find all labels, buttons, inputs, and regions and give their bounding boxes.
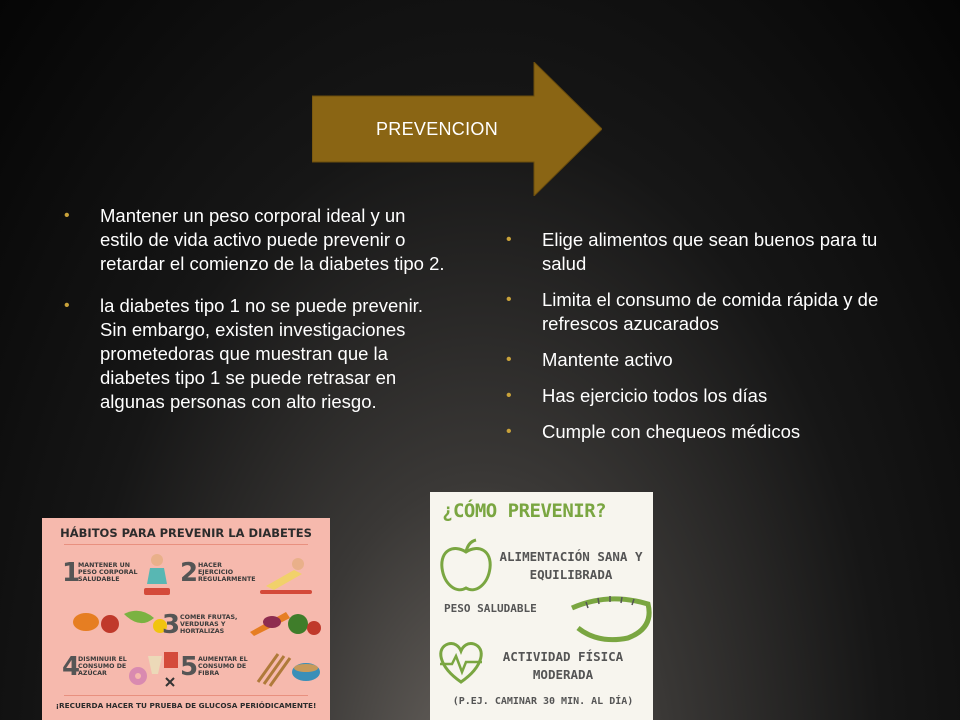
habit-text: DISMINUIR EL CONSUMO DE AZÚCAR <box>78 656 127 677</box>
habits-footer: ¡RECUERDA HACER TU PRUEBA DE GLUCOSA PERIÓDICAMENTE! <box>55 701 317 710</box>
list-item <box>506 228 896 276</box>
bullet-icon: • <box>506 351 512 368</box>
bullet-text: Cumple con chequeos médicos <box>542 421 801 442</box>
bullet-icon: • <box>506 423 512 440</box>
habit-number: 4 <box>62 652 81 682</box>
sweets-icon <box>128 646 182 690</box>
list-item <box>506 288 896 336</box>
bullet-icon: • <box>64 207 70 224</box>
measuring-tape-icon <box>568 588 653 644</box>
list-item <box>506 384 896 408</box>
bullet-icon: • <box>506 231 512 248</box>
bullet-icon: • <box>506 387 512 404</box>
habit-text: MANTENER UN PESO CORPORAL SALUDABLE <box>78 562 138 583</box>
habit-text: HACER EJERCICIO REGULARMENTE <box>198 562 256 583</box>
exercise-icon <box>258 556 314 596</box>
habits-title: HÁBITOS PARA PREVENIR LA DIABETES <box>60 526 312 540</box>
how-title: ¿CÓMO PREVENIR? <box>442 500 607 522</box>
list-item <box>506 420 896 444</box>
apple-icon <box>436 538 496 596</box>
how-item: (P.EJ. CAMINAR 30 MIN. AL DÍA) <box>452 696 634 707</box>
bullet-text: Mantente activo <box>542 349 673 370</box>
habit-number: 3 <box>162 610 181 640</box>
bullet-text: Elige alimentos que sean buenos para tu salud <box>542 229 878 274</box>
bullet-icon: • <box>64 297 70 314</box>
heart-icon <box>434 638 488 686</box>
how-item: ALIMENTACIÓN SANA Y EQUILIBRADA <box>499 549 643 582</box>
fiber-icon <box>252 646 322 690</box>
woman-scale-icon <box>140 552 174 598</box>
how-item: ACTIVIDAD FÍSICA MODERADA <box>502 649 624 682</box>
habit-text: COMER FRUTAS, VERDURAS Y HORTALIZAS <box>180 614 238 635</box>
list-item <box>64 294 446 414</box>
list-item <box>64 204 446 276</box>
divider <box>64 544 308 545</box>
bullet-text: la diabetes tipo 1 no se puede prevenir. Sin embargo, existen investigaciones prometedoras que muestran que la diabetes tipo 1 se puede retrasar en algunas personas con alto riesgo. <box>100 295 423 412</box>
habits-infographic <box>42 518 330 720</box>
list-item <box>506 348 896 372</box>
right-bullet-list <box>506 228 896 456</box>
bullet-text: Limita el consumo de comida rápida y de refrescos azucarados <box>542 289 879 334</box>
habit-text: AUMENTAR EL CONSUMO DE FIBRA <box>198 656 248 677</box>
arrow-label: PREVENCION <box>375 118 499 139</box>
left-bullet-list <box>64 204 446 432</box>
bullet-text: Mantener un peso corporal ideal y un estilo de vida activo puede prevenir o retardar el comienzo de la diabetes tipo 2. <box>100 205 445 274</box>
bullet-text: Has ejercicio todos los días <box>542 385 768 406</box>
bullet-icon: • <box>506 291 512 308</box>
habit-number: 5 <box>180 652 199 682</box>
habit-number: 2 <box>180 558 199 588</box>
how-to-prevent-infographic <box>430 492 653 720</box>
habit-number: 1 <box>62 558 81 588</box>
vegetables-icon <box>246 604 322 640</box>
how-item: PESO SALUDABLE <box>444 602 537 615</box>
fruits-icon <box>70 604 170 638</box>
divider <box>64 695 308 696</box>
